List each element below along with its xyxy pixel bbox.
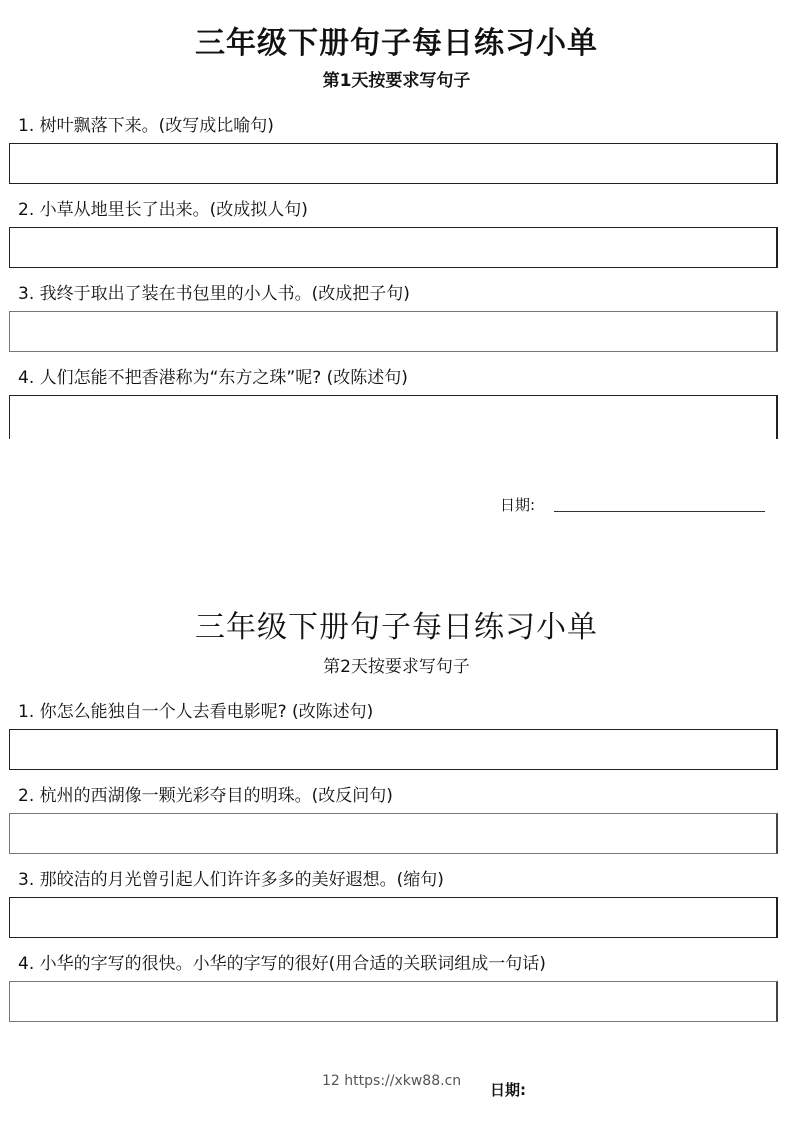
day1-question-4: 4. 人们怎能不把香港称为“东方之珠”呢? (改陈述句) [18,368,408,388]
footer-watermark [322,1071,461,1091]
day2-title: 三年级下册句子每日练习小单 [195,610,598,645]
day2-question-1: 1. 你怎么能独自一个人去看电影呢? (改陈述句) [18,702,374,722]
day2-answer-box-1[interactable] [9,729,778,770]
day1-title: 三年级下册句子每日练习小单 [195,26,598,61]
day1-question-1: 1. 树叶飘落下来。(改写成比喻句) [18,116,274,136]
day2-answer-box-2[interactable] [9,813,778,854]
day2-date-label: 日期: [490,1081,526,1099]
day1-date-line[interactable] [554,511,765,512]
day2-question-3: 3. 那皎洁的月光曾引起人们许许多多的美好遐想。(缩句) [18,870,444,890]
day2-answer-box-4[interactable] [9,981,778,1022]
day1-answer-box-4[interactable] [9,395,778,439]
day1-question-3: 3. 我终于取出了装在书包里的小人书。(改成把子句) [18,284,410,304]
footer-url: https://xkw88.cn [344,1073,462,1089]
day1-answer-box-3[interactable] [9,311,778,352]
day2-subtitle: 第2天按要求写句子 [323,657,470,677]
day1-date-label: 日期: [500,496,536,514]
day2-question-4: 4. 小华的字写的很快。小华的字写的很好(用合适的关联词组成一句话) [18,954,546,974]
day2-answer-box-3[interactable] [9,897,778,938]
day1-answer-box-1[interactable] [9,143,778,184]
day2-question-2: 2. 杭州的西湖像一颗光彩夺目的明珠。(改反问句) [18,786,393,806]
page-number: 12 [322,1073,340,1089]
day1-question-2: 2. 小草从地里长了出来。(改成拟人句) [18,200,308,220]
day1-answer-box-2[interactable] [9,227,778,268]
day1-subtitle: 第1天按要求写句子 [322,71,471,91]
